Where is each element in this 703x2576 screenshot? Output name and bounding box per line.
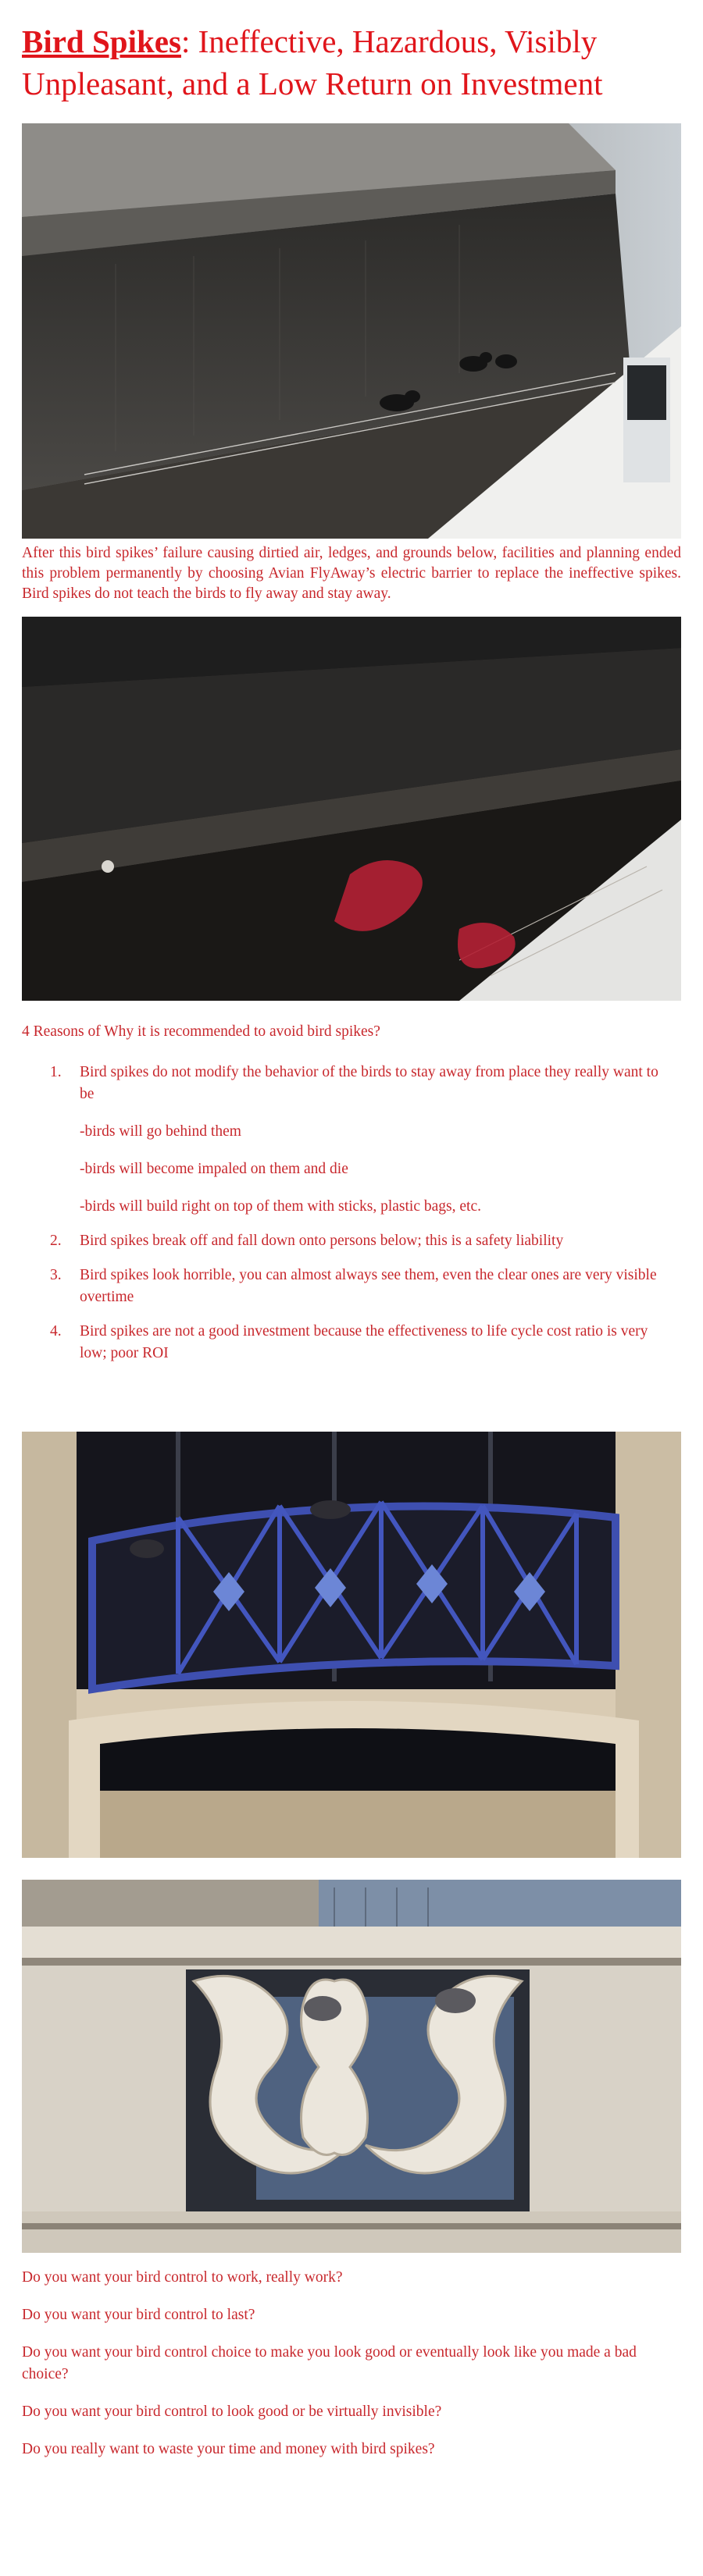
reasons-heading: 4 Reasons of Why it is recommended to avoid bird spikes? <box>22 1023 380 1040</box>
list-subitem: -birds will build right on top of them with sticks, plastic bags, etc. <box>80 1198 481 1215</box>
title-strong: Bird Spikes <box>22 23 181 59</box>
list-number: 4. <box>50 1323 62 1340</box>
photo-dark-ledge-image <box>22 617 681 1001</box>
list-text: Bird spikes do not modify the behavior of the birds to stay away from place they really want to be <box>80 1064 658 1102</box>
list-text: Bird spikes break off and fall down onto persons below; this is a safety liability <box>80 1233 564 1249</box>
page-title <box>22 20 681 105</box>
photo-blue-railing-image <box>22 1432 681 1858</box>
list-item <box>22 1321 662 1364</box>
list-number: 2. <box>50 1233 62 1249</box>
intro-paragraph: After this bird spikes’ failure causing dirtied air, ledges, and grounds below, facilities and planning ended this problem permanently by choosing Avian FlyAway’s electric barrier to replace the ineffective spikes. Bird spikes do not teach the birds to fly away and stay away. <box>22 545 681 602</box>
questions <box>22 2267 681 2476</box>
photo-ledge-spikes <box>22 123 681 539</box>
list-item <box>22 1265 662 1308</box>
photo-ornamental-railing-image <box>22 1880 681 2253</box>
list-subitem: -birds will become impaled on them and die <box>80 1161 348 1177</box>
list-text: Bird spikes are not a good investment because the effectiveness to life cycle cost ratio is very low; poor ROI <box>80 1323 648 1361</box>
photo-ledge-spikes-image <box>22 123 681 539</box>
photo-ornamental-railing <box>22 1880 681 2253</box>
list-item <box>22 1062 662 1218</box>
title-rest: : Ineffective, Hazardous, Visibly Unpleasant, and a Low Return on Investment <box>22 23 603 101</box>
photo-blue-railing <box>22 1432 681 1858</box>
list-text: Bird spikes look horrible, you can almost always see them, even the clear ones are very visible overtime <box>80 1267 657 1305</box>
question: Do you want your bird control to work, really work? <box>22 2269 343 2286</box>
list-subitem: -birds will go behind them <box>80 1123 241 1140</box>
list-number: 1. <box>50 1064 62 1080</box>
question: Do you want your bird control to last? <box>22 2307 255 2323</box>
photo-dark-ledge <box>22 617 681 1001</box>
reasons-list <box>22 1062 662 1377</box>
question: Do you really want to waste your time and money with bird spikes? <box>22 2441 435 2457</box>
question: Do you want your bird control choice to make you look good or eventually look like you made a bad choice? <box>22 2344 637 2382</box>
list-item <box>22 1230 662 1252</box>
list-number: 3. <box>50 1267 62 1283</box>
question: Do you want your bird control to look good or be virtually invisible? <box>22 2403 442 2420</box>
